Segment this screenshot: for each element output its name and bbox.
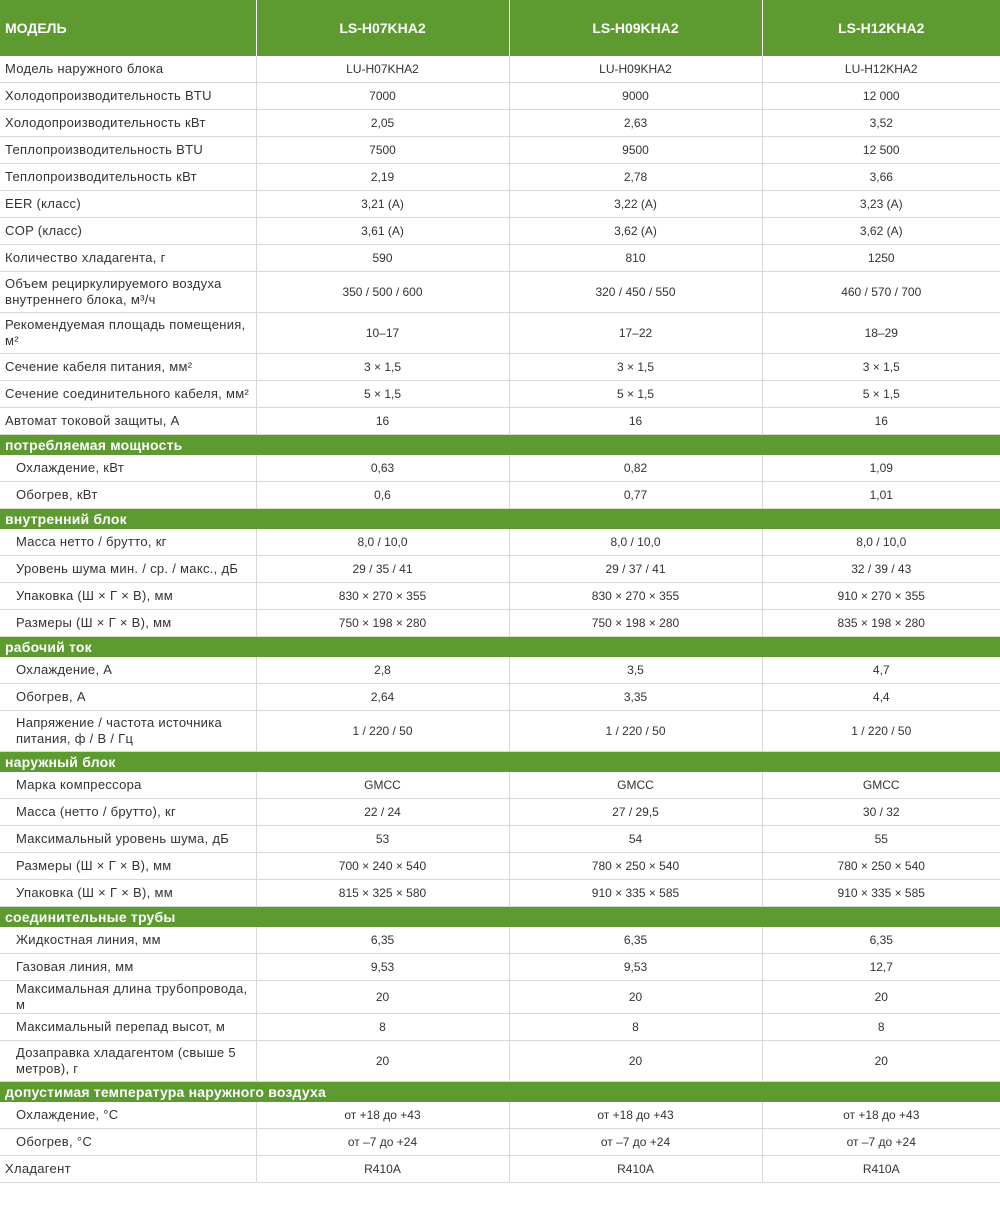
row-value-model-2: 830 × 270 × 355 <box>509 583 762 610</box>
row-label: Размеры (Ш × Г × В), мм <box>0 853 256 880</box>
table-row <box>0 110 1000 137</box>
table-row <box>0 1014 1000 1041</box>
row-value-model-3: 835 × 198 × 280 <box>762 610 1000 637</box>
row-label: Охлаждение, А <box>0 657 256 684</box>
row-value-model-3: 12 000 <box>762 83 1000 110</box>
table-row <box>0 981 1000 1014</box>
row-label: Упаковка (Ш × Г × В), мм <box>0 583 256 610</box>
table-row <box>0 927 1000 954</box>
row-value-model-3: 780 × 250 × 540 <box>762 853 1000 880</box>
row-value-model-3: 55 <box>762 826 1000 853</box>
row-value-model-1: 0,63 <box>256 455 509 482</box>
row-value-model-1: 3 × 1,5 <box>256 354 509 381</box>
table-row <box>0 164 1000 191</box>
row-value-model-2: 8 <box>509 1014 762 1041</box>
row-value-model-2: от –7 до +24 <box>509 1129 762 1156</box>
row-value-model-1: 2,8 <box>256 657 509 684</box>
row-value-model-1: 590 <box>256 245 509 272</box>
row-value-model-3: 3,62 (A) <box>762 218 1000 245</box>
row-value-model-2: 780 × 250 × 540 <box>509 853 762 880</box>
row-value-model-1: 5 × 1,5 <box>256 381 509 408</box>
table-row <box>0 684 1000 711</box>
row-value-model-1: 20 <box>256 981 509 1014</box>
row-value-model-2: 0,82 <box>509 455 762 482</box>
table-row <box>0 313 1000 354</box>
section-header <box>0 509 1000 530</box>
row-label: EER (класс) <box>0 191 256 218</box>
row-value-model-3: 3,23 (A) <box>762 191 1000 218</box>
section-title: рабочий ток <box>0 637 1000 658</box>
row-value-model-3: 910 × 270 × 355 <box>762 583 1000 610</box>
row-value-model-3: 1 / 220 / 50 <box>762 711 1000 752</box>
row-value-model-2: 2,63 <box>509 110 762 137</box>
row-value-model-1: 8 <box>256 1014 509 1041</box>
table-row <box>0 191 1000 218</box>
row-value-model-1: GMCC <box>256 772 509 799</box>
row-value-model-3: R410A <box>762 1156 1000 1183</box>
table-row <box>0 137 1000 164</box>
row-value-model-3: 4,4 <box>762 684 1000 711</box>
row-value-model-1: 10–17 <box>256 313 509 354</box>
row-value-model-1: 815 × 325 × 580 <box>256 880 509 907</box>
row-label: Теплопроизводительность BTU <box>0 137 256 164</box>
header-model-1: LS-H07KHA2 <box>256 0 509 56</box>
section-title: соединительные трубы <box>0 907 1000 928</box>
table-row <box>0 1129 1000 1156</box>
table-row <box>0 853 1000 880</box>
section-title: наружный блок <box>0 752 1000 773</box>
table-row <box>0 354 1000 381</box>
row-value-model-3: LU-H12KHA2 <box>762 56 1000 83</box>
row-value-model-2: 20 <box>509 1041 762 1082</box>
row-value-model-3: 20 <box>762 1041 1000 1082</box>
row-value-model-1: 7500 <box>256 137 509 164</box>
table-row <box>0 272 1000 313</box>
row-value-model-2: 6,35 <box>509 927 762 954</box>
row-value-model-2: от +18 до +43 <box>509 1102 762 1129</box>
row-value-model-3: 3,52 <box>762 110 1000 137</box>
row-value-model-1: 1 / 220 / 50 <box>256 711 509 752</box>
row-value-model-1: 2,19 <box>256 164 509 191</box>
table-row <box>0 83 1000 110</box>
row-value-model-3: 18–29 <box>762 313 1000 354</box>
section-header <box>0 752 1000 773</box>
row-value-model-1: 830 × 270 × 355 <box>256 583 509 610</box>
row-value-model-1: от +18 до +43 <box>256 1102 509 1129</box>
row-label: Обогрев, А <box>0 684 256 711</box>
row-value-model-3: 16 <box>762 408 1000 435</box>
row-value-model-2: 3,22 (A) <box>509 191 762 218</box>
row-label: Напряжение / частота источника питания, ф / В / Гц <box>0 711 256 752</box>
row-value-model-3: 6,35 <box>762 927 1000 954</box>
row-value-model-1: 22 / 24 <box>256 799 509 826</box>
table-row <box>0 56 1000 83</box>
section-title: допустимая температура наружного воздуха <box>0 1082 1000 1103</box>
table-row <box>0 381 1000 408</box>
row-value-model-1: 2,64 <box>256 684 509 711</box>
table-row <box>0 711 1000 752</box>
row-value-model-1: от –7 до +24 <box>256 1129 509 1156</box>
row-value-model-3: 3,66 <box>762 164 1000 191</box>
row-value-model-2: 1 / 220 / 50 <box>509 711 762 752</box>
row-value-model-2: 3,62 (A) <box>509 218 762 245</box>
row-value-model-3: GMCC <box>762 772 1000 799</box>
section-title: потребляемая мощность <box>0 435 1000 456</box>
section-header <box>0 907 1000 928</box>
row-label: Марка компрессора <box>0 772 256 799</box>
row-value-model-1: 700 × 240 × 540 <box>256 853 509 880</box>
row-value-model-2: 8,0 / 10,0 <box>509 529 762 556</box>
row-label: Холодопроизводительность BTU <box>0 83 256 110</box>
row-label: Масса нетто / брутто, кг <box>0 529 256 556</box>
row-value-model-3: 8,0 / 10,0 <box>762 529 1000 556</box>
row-value-model-2: 320 / 450 / 550 <box>509 272 762 313</box>
row-label: Модель наружного блока <box>0 56 256 83</box>
table-row <box>0 583 1000 610</box>
row-label: Максимальный перепад высот, м <box>0 1014 256 1041</box>
row-label: Теплопроизводительность кВт <box>0 164 256 191</box>
row-label: Сечение соединительного кабеля, мм² <box>0 381 256 408</box>
row-value-model-2: 910 × 335 × 585 <box>509 880 762 907</box>
row-value-model-3: 1,09 <box>762 455 1000 482</box>
row-value-model-2: 29 / 37 / 41 <box>509 556 762 583</box>
table-row <box>0 1041 1000 1082</box>
row-value-model-2: LU-H09KHA2 <box>509 56 762 83</box>
section-header <box>0 1082 1000 1103</box>
row-value-model-2: 9500 <box>509 137 762 164</box>
section-header <box>0 637 1000 658</box>
row-label: Обогрев, кВт <box>0 482 256 509</box>
row-value-model-3: 32 / 39 / 43 <box>762 556 1000 583</box>
table-row <box>0 556 1000 583</box>
row-value-model-3: 910 × 335 × 585 <box>762 880 1000 907</box>
row-label: Охлаждение, кВт <box>0 455 256 482</box>
row-label: Холодопроизводительность кВт <box>0 110 256 137</box>
row-label: Количество хладагента, г <box>0 245 256 272</box>
row-value-model-3: 460 / 570 / 700 <box>762 272 1000 313</box>
row-value-model-2: 750 × 198 × 280 <box>509 610 762 637</box>
row-label: Сечение кабеля питания, мм² <box>0 354 256 381</box>
row-label: Жидкостная линия, мм <box>0 927 256 954</box>
row-value-model-1: 750 × 198 × 280 <box>256 610 509 637</box>
table-row <box>0 408 1000 435</box>
table-row <box>0 245 1000 272</box>
row-value-model-1: 8,0 / 10,0 <box>256 529 509 556</box>
row-value-model-1: 6,35 <box>256 927 509 954</box>
header-model-2: LS-H09KHA2 <box>509 0 762 56</box>
table-row <box>0 657 1000 684</box>
row-value-model-1: 3,21 (A) <box>256 191 509 218</box>
row-value-model-2: 2,78 <box>509 164 762 191</box>
row-value-model-3: 1,01 <box>762 482 1000 509</box>
row-label: Охлаждение, °С <box>0 1102 256 1129</box>
header-model-3: LS-H12KHA2 <box>762 0 1000 56</box>
row-label: Максимальный уровень шума, дБ <box>0 826 256 853</box>
row-value-model-3: 30 / 32 <box>762 799 1000 826</box>
row-value-model-3: 12 500 <box>762 137 1000 164</box>
row-value-model-2: R410A <box>509 1156 762 1183</box>
row-value-model-1: 16 <box>256 408 509 435</box>
row-value-model-3: от +18 до +43 <box>762 1102 1000 1129</box>
row-value-model-3: 20 <box>762 981 1000 1014</box>
table-row <box>0 954 1000 981</box>
row-value-model-3: от –7 до +24 <box>762 1129 1000 1156</box>
row-label: Газовая линия, мм <box>0 954 256 981</box>
row-value-model-2: GMCC <box>509 772 762 799</box>
row-value-model-3: 8 <box>762 1014 1000 1041</box>
row-value-model-1: 0,6 <box>256 482 509 509</box>
row-value-model-2: 9,53 <box>509 954 762 981</box>
table-row <box>0 1102 1000 1129</box>
row-value-model-1: LU-H07KHA2 <box>256 56 509 83</box>
row-value-model-2: 20 <box>509 981 762 1014</box>
row-label: Уровень шума мин. / ср. / макс., дБ <box>0 556 256 583</box>
row-value-model-3: 5 × 1,5 <box>762 381 1000 408</box>
row-value-model-2: 3,5 <box>509 657 762 684</box>
table-row <box>0 799 1000 826</box>
row-label: Обогрев, °С <box>0 1129 256 1156</box>
row-value-model-1: 2,05 <box>256 110 509 137</box>
row-value-model-3: 1250 <box>762 245 1000 272</box>
row-label: Объем рециркулируемого воздуха внутреннего блока, м³/ч <box>0 272 256 313</box>
section-title: внутренний блок <box>0 509 1000 530</box>
table-body <box>0 56 1000 1183</box>
table-row <box>0 610 1000 637</box>
row-value-model-1: 9,53 <box>256 954 509 981</box>
row-label: Рекомендуемая площадь помещения, м² <box>0 313 256 354</box>
row-label: Масса (нетто / брутто), кг <box>0 799 256 826</box>
table-row <box>0 529 1000 556</box>
table-row <box>0 1156 1000 1183</box>
row-label: Упаковка (Ш × Г × В), мм <box>0 880 256 907</box>
row-label: Автомат токовой защиты, А <box>0 408 256 435</box>
row-value-model-2: 16 <box>509 408 762 435</box>
table-row <box>0 880 1000 907</box>
row-value-model-1: R410A <box>256 1156 509 1183</box>
table-header <box>0 0 1000 56</box>
row-value-model-1: 53 <box>256 826 509 853</box>
row-value-model-3: 4,7 <box>762 657 1000 684</box>
section-header <box>0 435 1000 456</box>
row-value-model-3: 12,7 <box>762 954 1000 981</box>
row-label: Дозаправка хладагентом (свыше 5 метров), г <box>0 1041 256 1082</box>
row-value-model-2: 5 × 1,5 <box>509 381 762 408</box>
row-value-model-1: 20 <box>256 1041 509 1082</box>
row-value-model-2: 9000 <box>509 83 762 110</box>
table-row <box>0 772 1000 799</box>
table-row <box>0 455 1000 482</box>
row-value-model-2: 810 <box>509 245 762 272</box>
row-value-model-3: 3 × 1,5 <box>762 354 1000 381</box>
row-value-model-2: 54 <box>509 826 762 853</box>
row-label: Размеры (Ш × Г × В), мм <box>0 610 256 637</box>
row-value-model-1: 7000 <box>256 83 509 110</box>
row-value-model-2: 17–22 <box>509 313 762 354</box>
row-value-model-1: 3,61 (A) <box>256 218 509 245</box>
header-model-label: МОДЕЛЬ <box>0 0 256 56</box>
row-label: COP (класс) <box>0 218 256 245</box>
row-value-model-2: 27 / 29,5 <box>509 799 762 826</box>
row-label: Хладагент <box>0 1156 256 1183</box>
row-value-model-1: 29 / 35 / 41 <box>256 556 509 583</box>
table-row <box>0 826 1000 853</box>
row-value-model-1: 350 / 500 / 600 <box>256 272 509 313</box>
table-row <box>0 218 1000 245</box>
row-value-model-2: 0,77 <box>509 482 762 509</box>
row-value-model-2: 3,35 <box>509 684 762 711</box>
row-value-model-2: 3 × 1,5 <box>509 354 762 381</box>
row-label: Максимальная длина трубопровода, м <box>0 981 256 1014</box>
table-row <box>0 482 1000 509</box>
